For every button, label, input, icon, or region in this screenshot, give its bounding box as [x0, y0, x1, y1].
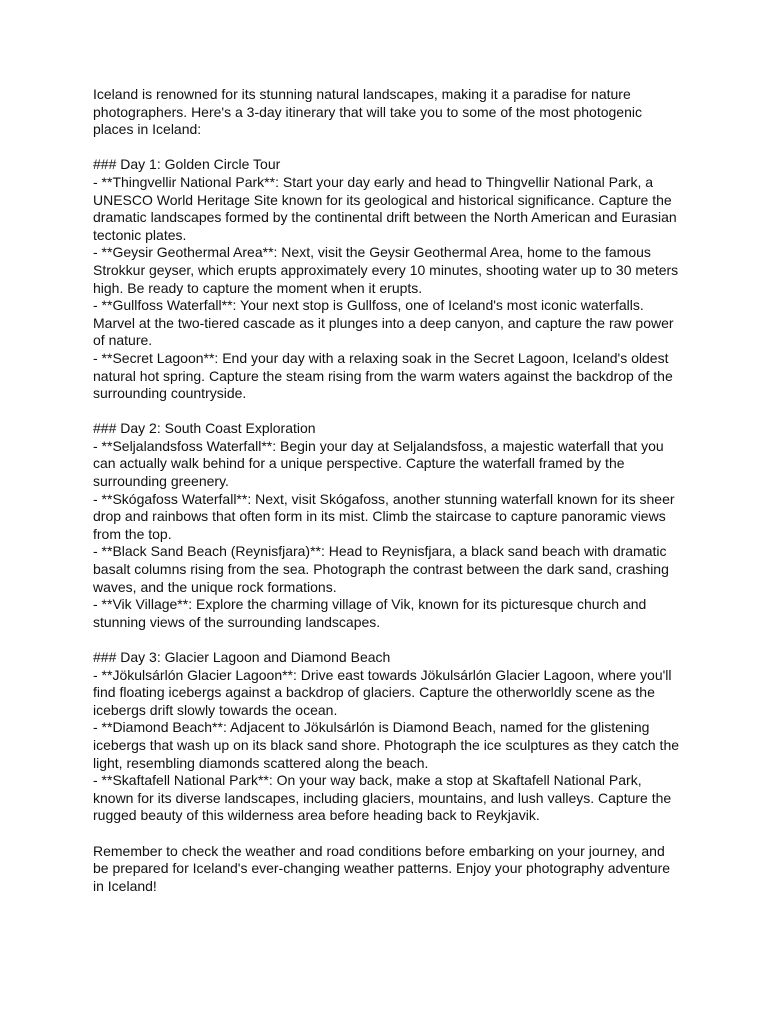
day-1-item-secret-lagoon: - **Secret Lagoon**: End your day with a relaxing soak in the Secret Lagoon, Iceland's oldest natural hot spring. Capture the steam rising from the warm waters against the backdrop of the surrounding countryside.: [93, 349, 673, 402]
paragraph-gap: [93, 825, 683, 843]
day-1-item-geysir: - **Geysir Geothermal Area**: Next, visit the Geysir Geothermal Area, home to the famous Strokkur geyser, which erupts approximately every 10 minutes, shooting water up to 30 meters high. Be ready to capture the moment when it erupts.: [93, 244, 679, 296]
day-2-item-skogafoss: - **Skógafoss Waterfall**: Next, visit Skógafoss, another stunning waterfall known for its sheer drop and rainbows that often form in its mist. Climb the staircase to capture panoramic views from the top.: [93, 490, 675, 542]
day-3-item-jokulsarlon: - **Jökulsárlón Glacier Lagoon**: Drive east towards Jökulsárlón Glacier Lagoon, where you'll find floating icebergs against a backdrop of glaciers. Capture the otherworldly scene as the icebergs drift slowly towards the ocean.: [93, 666, 672, 718]
day-1-item-gullfoss: - **Gullfoss Waterfall**: Your next stop is Gullfoss, one of Iceland's most iconic waterfalls. Marvel at the two-tiered cascade as it plunges into a deep canyon, and capture the raw power of nature.: [93, 297, 674, 349]
day-3-item-skaftafell: - **Skaftafell National Park**: On your way back, make a stop at Skaftafell National Park, known for its diverse landscapes, including glaciers, mountains, and lush valleys. Capture the rugged beauty of this wilderness area before heading back to Reykjavik.: [93, 772, 672, 824]
day-3-item-diamond-beach: - **Diamond Beach**: Adjacent to Jökulsárlón is Diamond Beach, named for the glistening icebergs that wash up on its black sand shore. Photograph the ice sculptures as they catch the light, resembling diamonds scattered along the beach.: [93, 719, 680, 771]
day-2-item-black-sand-beach: - **Black Sand Beach (Reynisfjara)**: Head to Reynisfjara, a black sand beach with dramatic basalt columns rising from the sea. Photograph the contrast between the dark sand, crashing waves, and the unique rock formations.: [93, 543, 669, 595]
day-1-item-thingvellir: - **Thingvellir National Park**: Start your day early and head to Thingvellir National Park, a UNESCO World Heritage Site known for its geological and historical significance. Capture the dramatic landscapes formed by the continental drift between the North American and Eurasian tectonic plates.: [93, 173, 677, 243]
day-2-item-seljalandsfoss: - **Seljalandsfoss Waterfall**: Begin your day at Seljalandsfoss, a majestic waterfall that you can actually walk behind for a unique perspective. Capture the waterfall framed by the surrounding greenery.: [93, 437, 664, 490]
intro-paragraph: Iceland is renowned for its stunning natural landscapes, making it a paradise for nature photographers. Here's a 3-day itinerary that will take you to some of the most photogenic places in Iceland:: [93, 86, 642, 138]
closing-paragraph: Remember to check the weather and road conditions before embarking on your journey, and be prepared for Iceland's ever-changing weather patterns. Enjoy your photography adventure in Iceland!: [93, 842, 671, 894]
paragraph-gap: [93, 631, 683, 649]
document-body: [93, 86, 683, 895]
paragraph-gap: [93, 403, 683, 421]
paragraph-gap: [93, 139, 683, 157]
day-1-heading: ### Day 1: Golden Circle Tour: [93, 156, 281, 173]
day-2-heading: ### Day 2: South Coast Exploration: [93, 420, 316, 437]
day-3-heading: ### Day 3: Glacier Lagoon and Diamond Beach: [93, 649, 391, 665]
day-2-item-vik: - **Vik Village**: Explore the charming village of Vik, known for its picturesque church and stunning views of the surrounding landscapes.: [93, 596, 647, 630]
